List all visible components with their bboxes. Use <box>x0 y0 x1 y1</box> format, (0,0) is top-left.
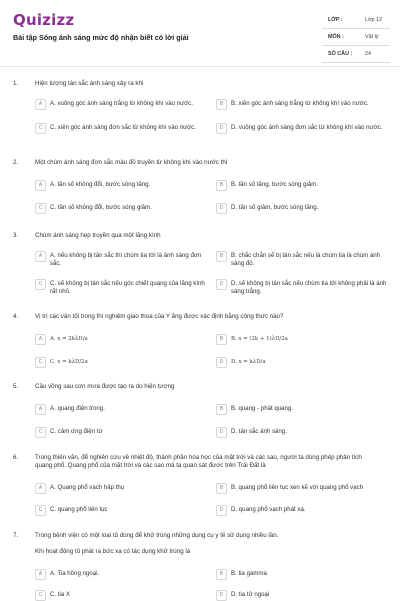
meta-value: Lớp 12 <box>365 17 383 23</box>
question-number: 5. <box>13 383 19 390</box>
meta-table <box>322 12 390 63</box>
option-letter-badge: C <box>35 357 46 368</box>
option-letter-badge: B <box>216 251 227 262</box>
question-text: Hiện tượng tán sắc ánh sáng xảy ra khi <box>35 80 144 87</box>
option-text: B. chắc chắn sẽ bị tán sắc nếu là chùm tia là chùm ánh sáng đỏ. <box>231 252 381 268</box>
option-letter-badge: A <box>35 334 46 345</box>
option-letter-badge: A <box>35 99 46 110</box>
question-subtext: Khi hoạt động tủ phát ra bức xạ có tác dụng khử trùng là <box>35 548 191 555</box>
option-text: A. tần số không đổi, bước sóng tăng. <box>50 181 151 188</box>
option-text: B. quang - phát quang. <box>231 405 294 412</box>
meta-key: SỐ CÂU : <box>328 51 353 57</box>
meta-value: Vật lý <box>365 34 379 40</box>
option-letter-badge: A <box>35 483 46 494</box>
option-text: A. Tia hồng ngoại. <box>50 570 100 577</box>
option-text: A. nếu không bị tán sắc thì chùm tia tới là ánh sáng đơn sắc. <box>50 252 202 268</box>
meta-key: LỚP : <box>328 17 343 23</box>
option-text: C. xiên góc ánh sáng đơn sắc từ không khí vào nước. <box>50 124 196 131</box>
option-letter-badge: C <box>35 505 46 516</box>
option-letter-badge: D <box>216 590 227 601</box>
option-letter-badge: B <box>216 404 227 415</box>
option-text: A. Quang phổ vạch hấp thụ <box>50 484 125 491</box>
option-letter-badge: C <box>35 123 46 134</box>
option-text: C. tia X <box>50 591 70 598</box>
quizizz-logo: Quizizz <box>13 11 75 29</box>
question-number: 3. <box>13 232 19 239</box>
option-text: C. sẽ không bị tán sắc nếu góc chiết quang của lăng kính rất nhỏ. <box>50 280 205 296</box>
option-text: D. sẽ không bị tán sắc nếu chùm tia tới không phải là ánh sáng trắng. <box>231 280 387 296</box>
question-text: Trong thiên văn, để nghiên cứu về nhiệt độ, thành phần hóa học của mặt trời và các sao, người ta dùng phép phân tích quang phổ. Quang phổ của mặt trời và các sao mà ta quan sát được trên Trái Đất là <box>35 454 362 470</box>
option-formula: D. x = kλD/a <box>231 359 266 365</box>
option-text: D. tán sắc ánh sáng. <box>231 428 287 435</box>
header-divider <box>0 66 400 67</box>
option-letter-badge: D <box>216 427 227 438</box>
question-number: 1. <box>13 80 19 87</box>
option-letter-badge: B <box>216 99 227 110</box>
option-letter-badge: C <box>35 279 46 290</box>
option-text: D. vuông góc ánh sáng đơn sắc từ không khí vào nước. <box>231 124 383 131</box>
option-letter-badge: A <box>35 180 46 191</box>
meta-row-class <box>322 12 390 29</box>
option-text: A. quang điện trong. <box>50 405 105 412</box>
option-letter-badge: D <box>216 279 227 290</box>
option-text: D. tần số giảm, bước sóng tăng. <box>231 204 319 211</box>
question-text: Vị trí các vân tối trong thí nghiệm giao thoa của Y âng được xác định bằng công thức nào? <box>35 313 284 320</box>
meta-row-count <box>322 46 390 63</box>
option-letter-badge: A <box>35 404 46 415</box>
option-letter-badge: A <box>35 569 46 580</box>
option-letter-badge: D <box>216 505 227 516</box>
worksheet-header <box>0 0 400 66</box>
option-letter-badge: A <box>35 251 46 262</box>
question-text: Một chùm ánh sáng đơn sắc màu đỏ truyền từ không khí vào nước thì <box>35 159 228 166</box>
question-number: 2. <box>13 159 19 166</box>
option-letter-badge: D <box>216 203 227 214</box>
option-letter-badge: C <box>35 427 46 438</box>
option-formula: A. x = 2kλD/a <box>50 336 88 342</box>
option-letter-badge: B <box>216 569 227 580</box>
question-number: 4. <box>13 313 19 320</box>
option-text: C. quang phổ liên tục <box>50 506 108 513</box>
option-text: B. tần số tăng, bước sóng giảm. <box>231 181 319 188</box>
option-letter-badge: D <box>216 123 227 134</box>
option-letter-badge: B <box>216 483 227 494</box>
question-text: Chùm ánh sáng hẹp truyền qua một lăng kính <box>35 232 161 239</box>
option-text: A. vuông góc ánh sáng trắng từ không khí vào nước. <box>50 100 193 107</box>
option-text: B. tia gamma <box>231 570 267 577</box>
option-formula: C. x = kλD/2a <box>50 359 88 365</box>
option-letter-badge: D <box>216 357 227 368</box>
question-number: 7. <box>13 532 19 539</box>
question-number: 6. <box>13 454 19 461</box>
meta-key: MÔN : <box>328 34 344 40</box>
option-formula: B. x = (2k + 1)λD/2a <box>231 336 288 342</box>
option-letter-badge: B <box>216 334 227 345</box>
worksheet-title: Bài tập Sóng ánh sáng mức độ nhận biết có lời giải <box>13 33 189 42</box>
option-text: C. cảm ứng điện từ <box>50 428 103 435</box>
question-text: Trong bệnh viện có một loại tủ dùng để khử trùng những dụng cụ y tế sử dụng nhiều lần. <box>35 532 279 539</box>
meta-row-subject <box>322 29 390 46</box>
meta-value: 24 <box>365 51 371 57</box>
option-text: B. quang phổ liên tục xen kẽ với quang phổ vạch <box>231 484 364 491</box>
option-text: B. xiên góc ánh sáng trắng từ không khí vào nước. <box>231 100 369 107</box>
option-letter-badge: B <box>216 180 227 191</box>
option-text: D. quang phổ vạch phát xạ. <box>231 506 306 513</box>
option-letter-badge: C <box>35 590 46 601</box>
option-text: C. tần số không đổi, bước sóng giảm. <box>50 204 152 211</box>
option-letter-badge: C <box>35 203 46 214</box>
option-text: D. tia tử ngoại <box>231 591 270 598</box>
question-text: Cầu vồng sau cơn mưa được tạo ra do hiện tượng <box>35 383 175 390</box>
